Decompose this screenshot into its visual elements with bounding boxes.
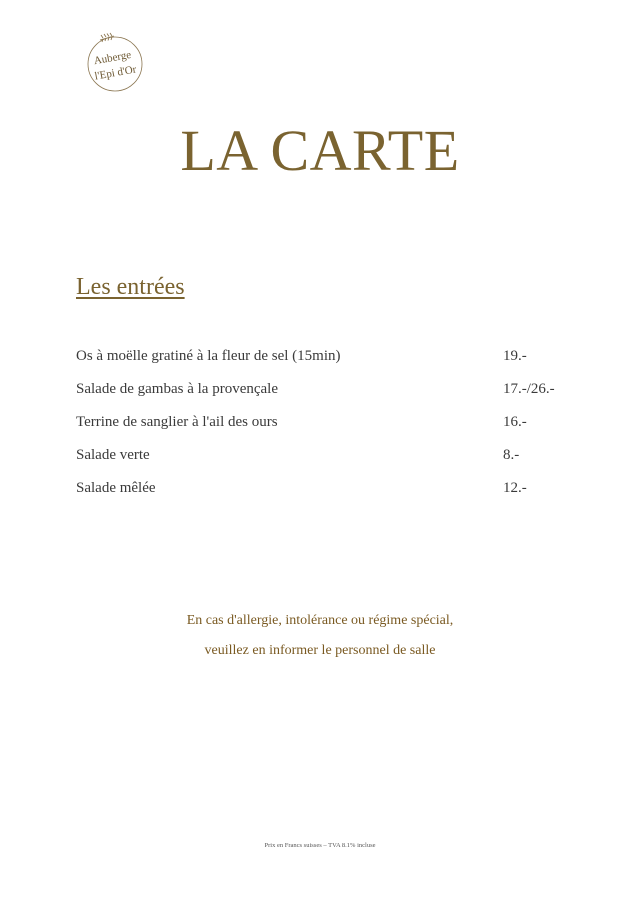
price-footer: Prix en Francs suisses – TVA 8.1% incluse xyxy=(264,842,376,849)
allergy-notice-line1: En cas d'allergie, intolérance ou régime spécial, xyxy=(186,613,454,628)
wheat-ear-icon xyxy=(100,33,114,42)
menu-item-name: Terrine de sanglier à l'ail des ours xyxy=(76,414,278,430)
menu-item-name: Salade verte xyxy=(76,447,150,463)
allergy-notice-line2: veuillez en informer le personnel de salle xyxy=(204,643,436,658)
page-title: LA CARTE xyxy=(180,118,460,183)
menu-item-price: 19.- xyxy=(503,348,527,364)
menu-item xyxy=(76,447,566,480)
menu-item-name: Os à moëlle gratiné à la fleur de sel (15min) xyxy=(76,348,341,364)
restaurant-logo xyxy=(80,28,150,98)
menu-item-name: Salade de gambas à la provençale xyxy=(76,381,278,397)
menu-item xyxy=(76,414,566,447)
menu-item xyxy=(76,381,566,414)
logo-emblem xyxy=(80,28,150,98)
menu-item-price: 8.- xyxy=(503,447,520,463)
menu-item-name: Salade mêlée xyxy=(76,480,156,496)
section-title: Les entrées xyxy=(76,274,185,300)
logo-text-line1: Auberge xyxy=(92,48,133,68)
menu-item-price: 12.- xyxy=(503,480,527,496)
menu-item-price: 16.- xyxy=(503,414,527,430)
menu-item xyxy=(76,480,566,513)
logo-text-line2: l'Epi d'Or xyxy=(93,63,138,83)
menu-list xyxy=(76,348,566,513)
menu-item-price: 17.-/26.- xyxy=(503,381,555,397)
menu-item xyxy=(76,348,566,381)
